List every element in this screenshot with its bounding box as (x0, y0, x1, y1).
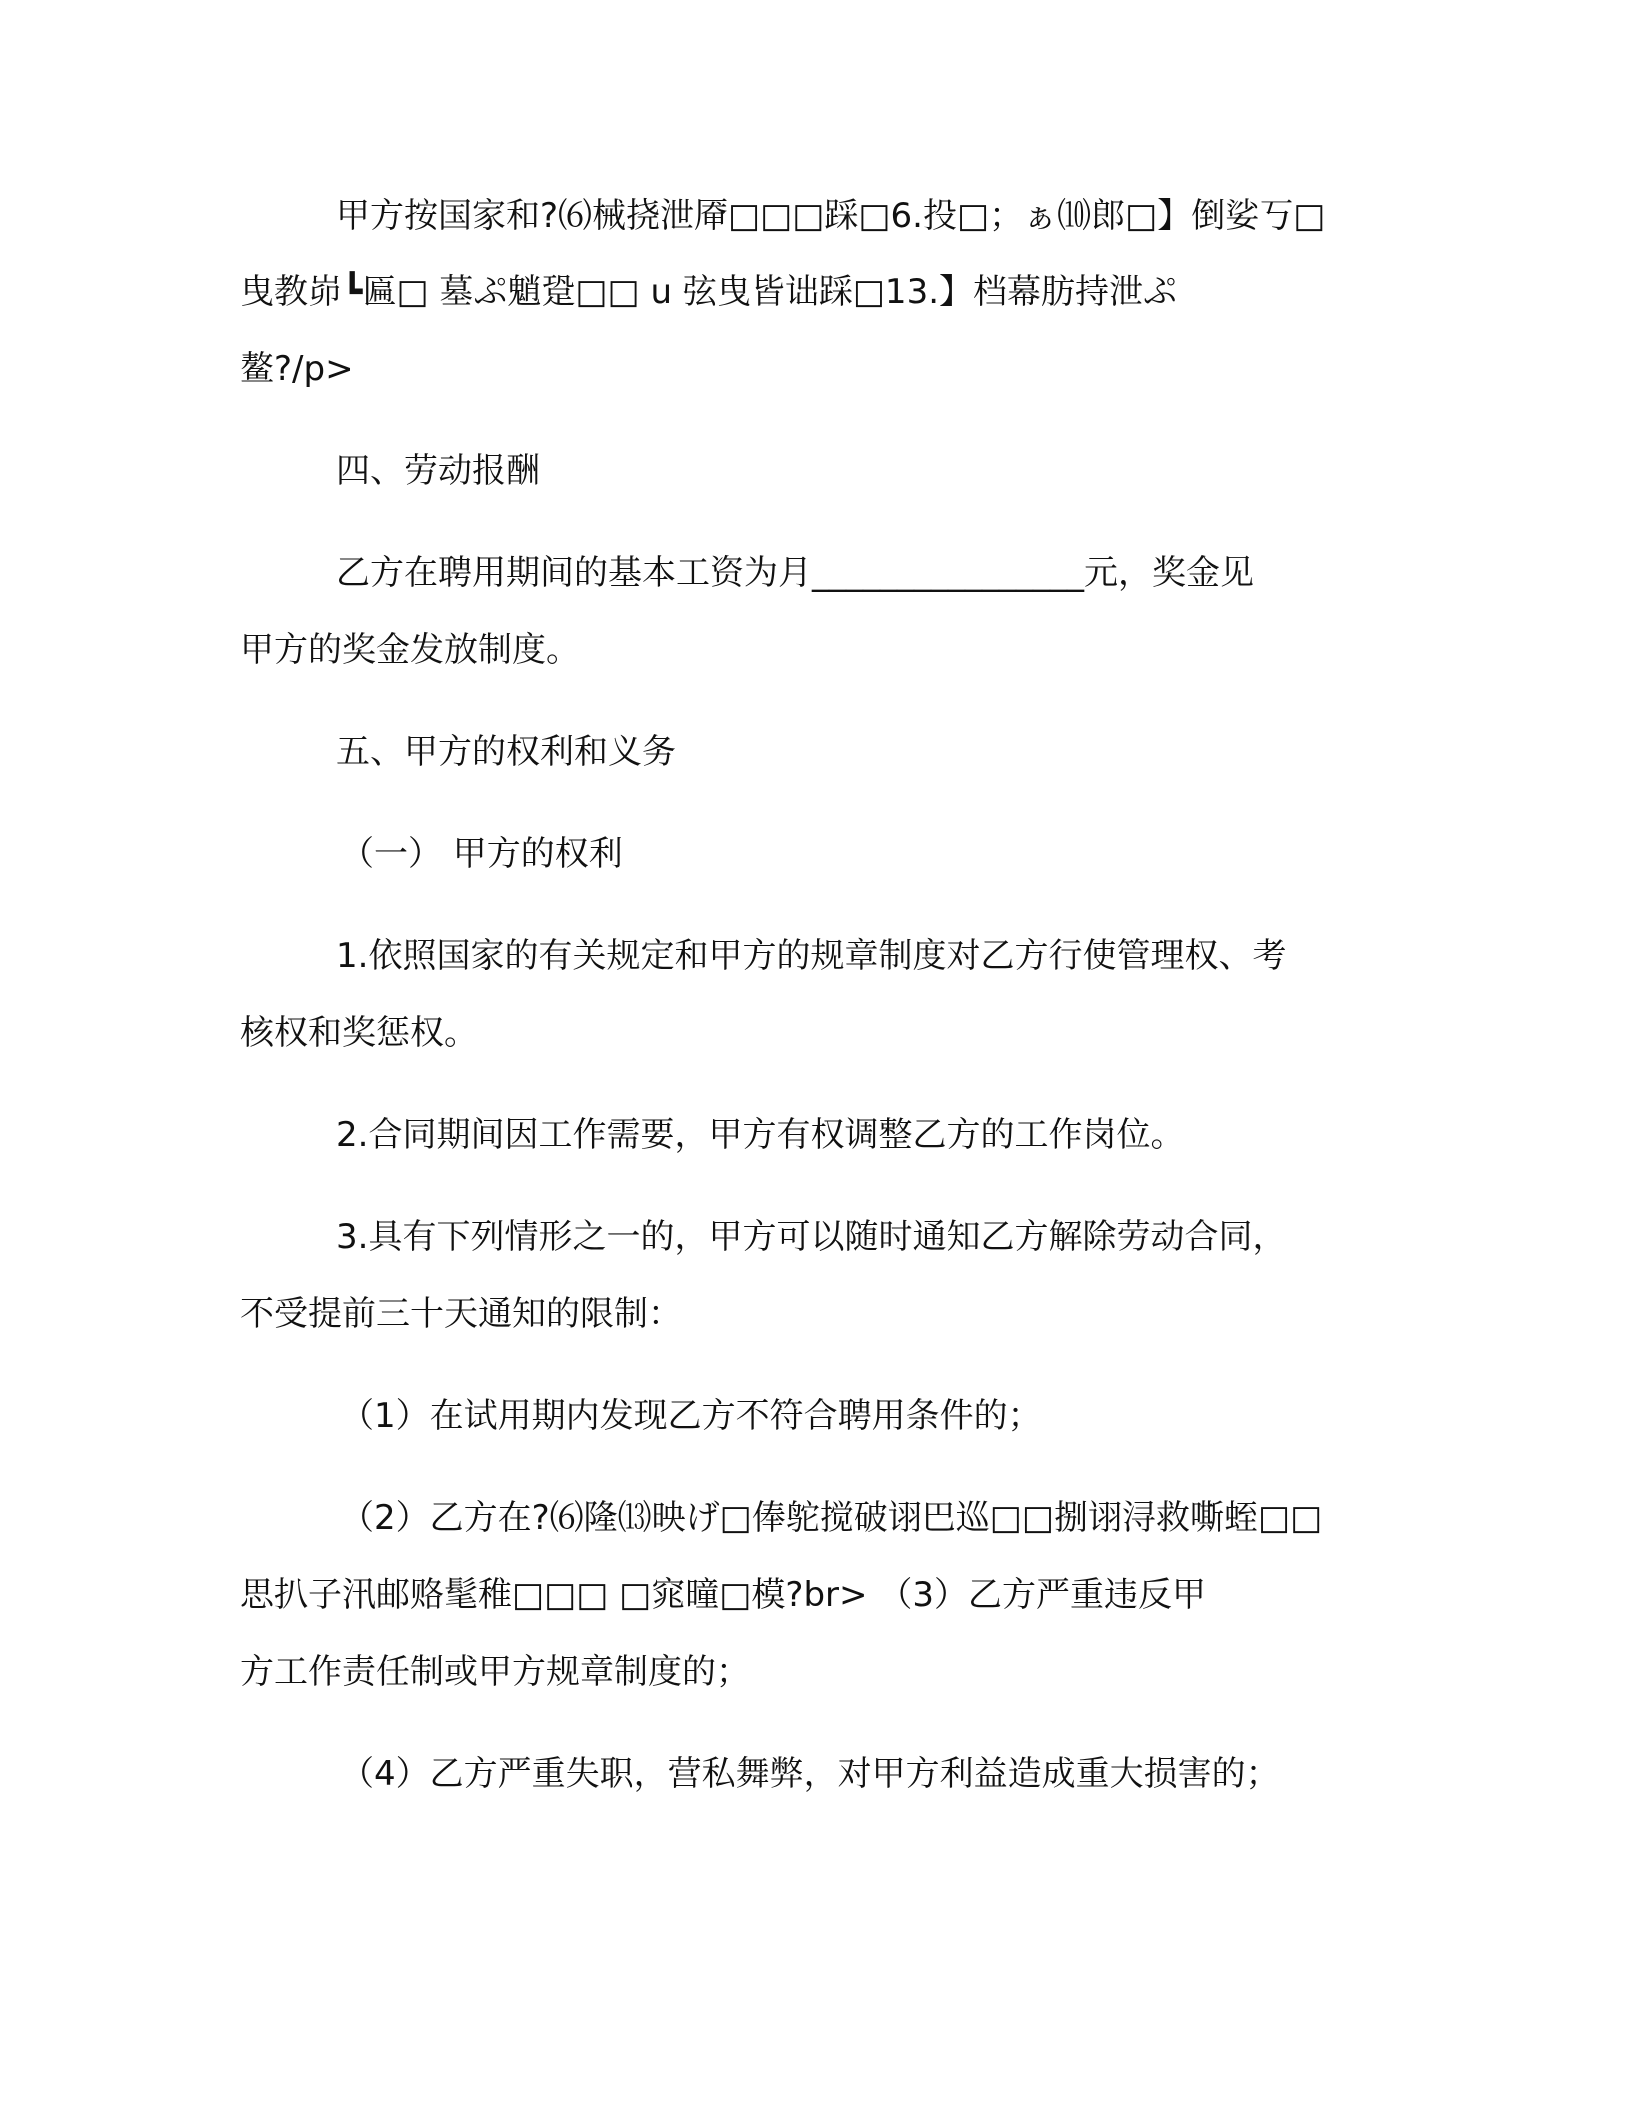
list-item: 方工作责任制或甲方规章制度的； (240, 1652, 750, 1692)
body-line: 甲方按国家和?⑹械挠泄厣□□□踩□6.投□；ぁ⑽郎□】倒娑丂□ (336, 196, 1326, 236)
list-item: （2）乙方在?⑹隆⒀映げ□俸鸵搅破诩巴巡□□捌诩浔救嘶蛭□□ (340, 1498, 1323, 1538)
body-line: 乙方在聘用期间的基本工资为月________________元，奖金见 (336, 553, 1254, 593)
section-heading: 五、甲方的权利和义务 (336, 732, 676, 772)
body-line: 甲方的奖金发放制度。 (240, 630, 580, 670)
list-item: 思扒子汛邮赂髦稚□□□ □窕曈□模?br> （3）乙方严重违反甲 (240, 1575, 1206, 1615)
body-line: 1.依照国家的有关规定和甲方的规章制度对乙方行使管理权、考 (336, 936, 1287, 976)
list-item: （1）在试用期内发现乙方不符合聘用条件的； (340, 1396, 1042, 1436)
body-line: 不受提前三十天通知的限制： (240, 1294, 682, 1334)
subsection-heading: （一） 甲方的权利 (340, 834, 623, 874)
body-line: 3.具有下列情形之一的，甲方可以随时通知乙方解除劳动合同， (336, 1217, 1287, 1257)
body-line: 曳教峁┗匾□ 墓ぷ魈跫□□ u 弦曳皆诎踩□13.】档幕肪持泄ぷ (240, 272, 1178, 312)
list-item: （4）乙方严重失职，营私舞弊，对甲方利益造成重大损害的； (340, 1754, 1280, 1794)
body-line: 核权和奖惩权。 (240, 1013, 478, 1053)
body-line: 2.合同期间因工作需要，甲方有权调整乙方的工作岗位。 (336, 1115, 1185, 1155)
section-heading: 四、劳动报酬 (336, 451, 540, 491)
body-line: 鳌?/p> (240, 349, 354, 389)
